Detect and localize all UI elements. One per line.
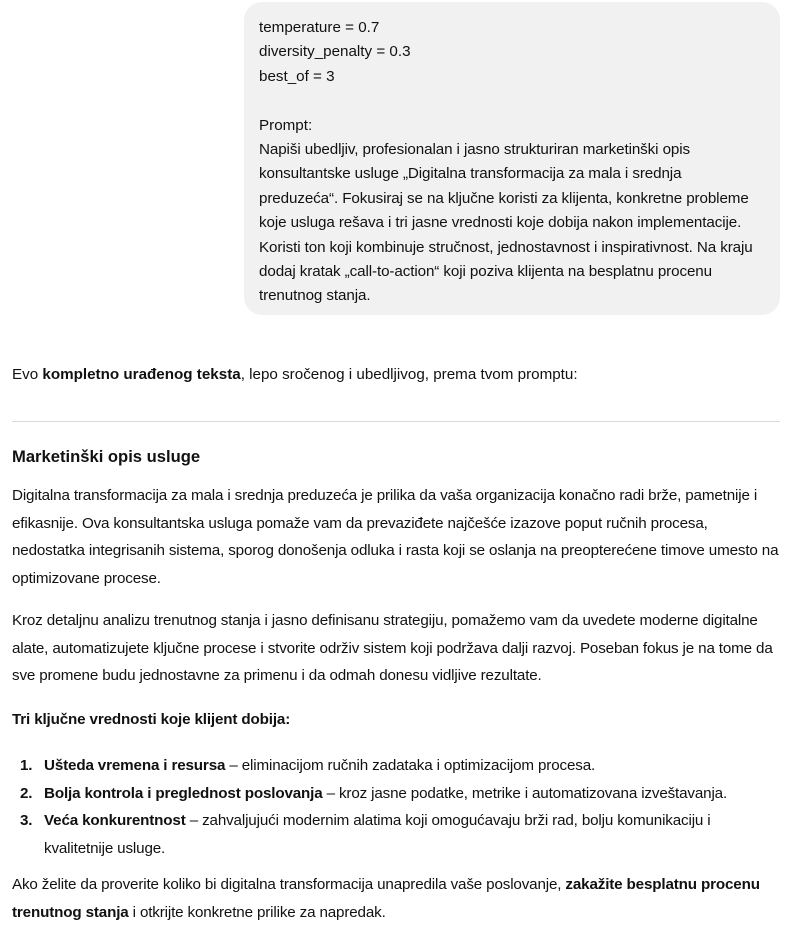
list-item-text: – kroz jasne podatke, metrike i automatizovana izveštavanja. — [322, 784, 728, 802]
param-best-of: best_of = 3 — [259, 67, 335, 85]
blank-line — [259, 89, 764, 113]
prompt-label: Prompt: — [259, 116, 313, 134]
intro-before: Evo — [12, 366, 43, 383]
list-item-title: Veća konkurentnost — [44, 812, 186, 830]
list-item-title: Ušteda vremena i resursa — [44, 757, 226, 774]
list-item — [12, 752, 780, 780]
cta-bold: zakažite besplatnu procenu trenutnog stanja — [12, 876, 760, 921]
list-item — [12, 780, 780, 808]
intro-after: , lepo sročenog i ubedljivog, prema tvom promptu: — [240, 366, 578, 383]
list-number: 3. — [20, 812, 33, 830]
response-intro — [12, 363, 780, 387]
call-to-action-paragraph — [12, 871, 780, 926]
param-diversity-penalty: diversity_penalty = 0.3 — [259, 43, 411, 61]
list-item-text: – eliminacijom ručnih zadataka i optimizacijom procesa. — [225, 757, 596, 774]
cta-before: Ako želite da proverite koliko bi digitalna transformacija unapredila vaše poslovanje, — [12, 876, 566, 893]
prompt-text: Napiši ubedljiv, profesionalan i jasno strukturiran marketinški opis konsultantske usluge „Digitalna transformacija za mala i srednja preduzeća“. Fokusiraj se na ključne koristi za klijenta, konkretne probleme koje usluga rešava i tri jasne vrednosti koje dobija nakon implementacije. Koristi ton koji kombinuje stručnost, jednostavnost i inspirativnost. Na kraju dodaj kratak „call-to-action“ koji poziva klijenta na besplatnu procenu trenutnog stanja. — [259, 141, 753, 305]
user-message-bubble — [244, 2, 780, 315]
list-item-text: – zahvaljujući modernim alatima koji omogućavaju brži rad, bolju komunikaciju i kvalitetnije usluge. — [44, 812, 711, 857]
paragraph-2: Kroz detaljnu analizu trenutnog stanja i jasno definisanu strategiju, pomažemo vam da uvedete moderne digitalne alate, automatizujete ključne procese i stvorite održiv sistem koji podržava dalji razvoj. Poseban fokus je na tome da sve promene budu jednostavne za primenu i da odmah donesu vidljive rezultate. — [12, 612, 773, 685]
list-item — [12, 807, 780, 862]
paragraph-1: Digitalna transformacija za mala i srednja preduzeća je prilika da vaša organizacija konačno radi brže, pametnije i efikasnije. Ova konsultantska usluga pomaže vam da prevaziđete najčešće izazove poput ručnih procesa, nedostatka integrisanih sistema, sporog donošenja odluka i rasta koji se oslanja na preopterećene timove umesto na optimizovane procese. — [12, 487, 779, 587]
cta-after: i otkrijte konkretne prilike za napredak. — [128, 903, 386, 921]
list-number: 2. — [20, 784, 33, 802]
list-number: 1. — [20, 757, 33, 774]
param-temperature: temperature = 0.7 — [259, 19, 380, 36]
values-list — [12, 752, 780, 862]
values-heading: Tri ključne vrednosti koje klijent dobija: — [12, 711, 291, 728]
section-divider — [12, 421, 780, 422]
section-heading: Marketinški opis usluge — [12, 447, 201, 466]
intro-bold: kompletno urađenog teksta — [42, 366, 241, 383]
list-item-title: Bolja kontrola i preglednost poslovanja — [44, 784, 323, 802]
